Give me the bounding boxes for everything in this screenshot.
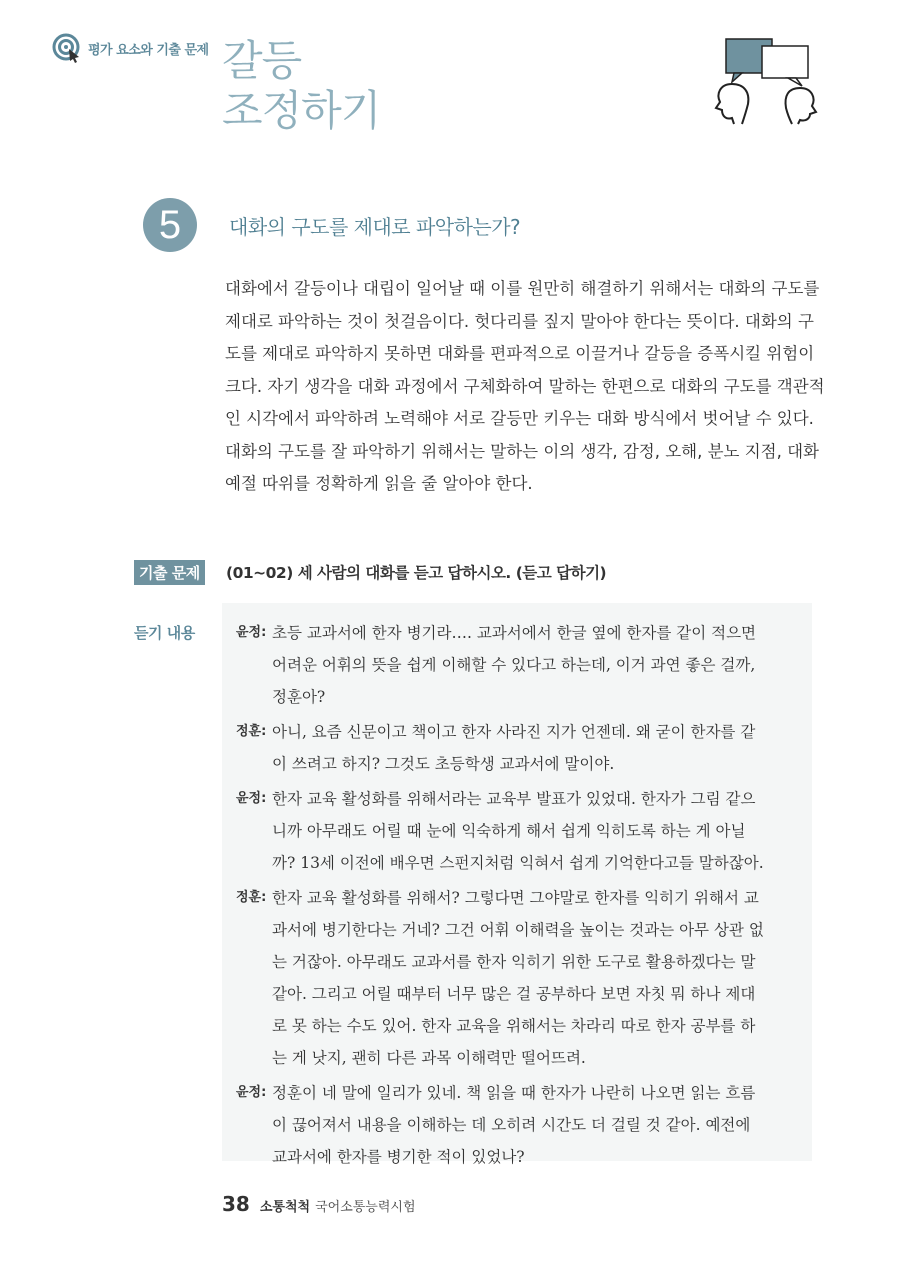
intro-line: 인 시각에서 파악하려 노력해야 서로 갈등만 키우는 대화 방식에서 벗어날 수 있다. (225, 409, 814, 428)
page-footer (222, 1192, 416, 1216)
intro-line: 예절 따위를 정확하게 읽을 줄 알아야 한다. (225, 474, 533, 493)
page-number: 38 (222, 1192, 250, 1216)
chapter-title (222, 36, 380, 136)
dialogue-line: 한자 교육 활성화를 위해서라는 교육부 발표가 있었대. 한자가 그림 같으 (272, 790, 756, 808)
dialogue-line: 한자 교육 활성화를 위해서? 그렇다면 그야말로 한자를 익히기 위해서 교 (272, 889, 759, 907)
dialogue-line: 교과서에 한자를 병기한 적이 있었나? (272, 1148, 525, 1166)
dialogue-line: 과서에 병기한다는 거네? 그건 어휘 이해력을 높이는 것과는 아무 상관 없 (272, 921, 764, 939)
intro-line: 제대로 파악하는 것이 첫걸음이다. 헛다리를 짚지 말아야 한다는 뜻이다. 대화의 구 (225, 311, 814, 331)
dialogue-line: 같아. 그리고 어릴 때부터 너무 많은 걸 공부하다 보면 자칫 뭐 하나 제대 (272, 985, 756, 1003)
intro-line: 도를 제대로 파악하지 못하면 대화를 편파적으로 이끌거나 갈등을 증폭시킬 위험이 (225, 344, 815, 363)
speaker-name: 윤정: (236, 625, 267, 640)
dialogue-line: 이 끊어져서 내용을 이해하는 데 오히려 시간도 더 걸릴 것 같아. 예전에 (272, 1116, 751, 1134)
chapter-title-line: 조정하기 (222, 86, 381, 135)
dialogue-line: 까? 13세 이전에 배우면 스펀지처럼 익혀서 쉽게 기억한다고들 말하잖아. (272, 854, 764, 872)
dialogue-line: 아니, 요즘 신문이고 책이고 한자 사라진 지가 언젠데. 왜 굳이 한자를 같 (272, 723, 756, 741)
section-heading (143, 198, 520, 252)
dialogue (236, 617, 806, 1176)
dialogue-line: 이 쓰려고 하지? 그것도 초등학생 교과서에 말이야. (272, 755, 615, 773)
section-label: 평가 요소와 기출 문제 (88, 42, 209, 58)
dialogue-turn (236, 1077, 806, 1173)
listening-label: 듣기 내용 (134, 624, 195, 642)
dialogue-line: 니까 아무래도 어릴 때 눈에 익숙하게 해서 쉽게 익히도록 하는 게 아닐 (272, 822, 746, 840)
intro-line: 크다. 자기 생각을 대화 과정에서 구체화하여 말하는 한편으로 대화의 구도를 객관적 (225, 376, 825, 396)
book-subtitle: 국어소통능력시험 (315, 1200, 416, 1215)
exam-question: (01~02) 세 사람의 대화를 듣고 답하시오. (듣고 답하기) (226, 564, 607, 582)
exam-label: 기출 문제 (134, 560, 205, 585)
intro-line: 대화에서 갈등이나 대립이 일어날 때 이를 원만히 해결하기 위해서는 대화의 구도를 (225, 279, 820, 298)
dialogue-line: 어려운 어휘의 뜻을 쉽게 이해할 수 있다고 하는데, 이거 과연 좋은 걸까, (272, 656, 756, 674)
dialogue-turn (236, 783, 806, 879)
target-icon (52, 33, 82, 63)
dialogue-turn (236, 617, 806, 713)
chapter-title-line: 갈등 (222, 36, 302, 85)
dialogue-heads-icon (712, 36, 822, 126)
speaker-name: 정훈: (236, 890, 267, 905)
speaker-name: 윤정: (236, 791, 267, 806)
speaker-name: 윤정: (236, 1085, 267, 1100)
dialogue-turn (236, 716, 806, 780)
dialogue-line: 초등 교과서에 한자 병기라…. 교과서에서 한글 옆에 한자를 같이 적으면 (272, 624, 757, 642)
section-question: 대화의 구도를 제대로 파악하는가? (229, 214, 521, 239)
intro-line: 대화의 구도를 잘 파악하기 위해서는 말하는 이의 생각, 감정, 오해, 분노 지점, 대화 (225, 441, 819, 461)
dialogue-line: 정훈이 네 말에 일리가 있네. 책 읽을 때 한자가 나란히 나오면 읽는 흐름 (272, 1084, 756, 1102)
dialogue-line: 정훈아? (272, 688, 326, 706)
dialogue-line: 로 못 하는 수도 있어. 한자 교육을 위해서는 차라리 따로 한자 공부를 하 (272, 1017, 756, 1035)
header-badge (52, 33, 209, 63)
section-number-badge: 5 (143, 198, 197, 252)
intro-paragraph (225, 273, 825, 501)
dialogue-line: 는 거잖아. 아무래도 교과서를 한자 익히기 위한 도구로 활용하겠다는 말 (272, 953, 756, 971)
dialogue-turn (236, 882, 806, 1074)
dialogue-line: 는 게 낫지, 괜히 다른 과목 이해력만 떨어뜨려. (272, 1049, 586, 1067)
speaker-name: 정훈: (236, 724, 267, 739)
book-title: 소통척척 (259, 1200, 311, 1215)
